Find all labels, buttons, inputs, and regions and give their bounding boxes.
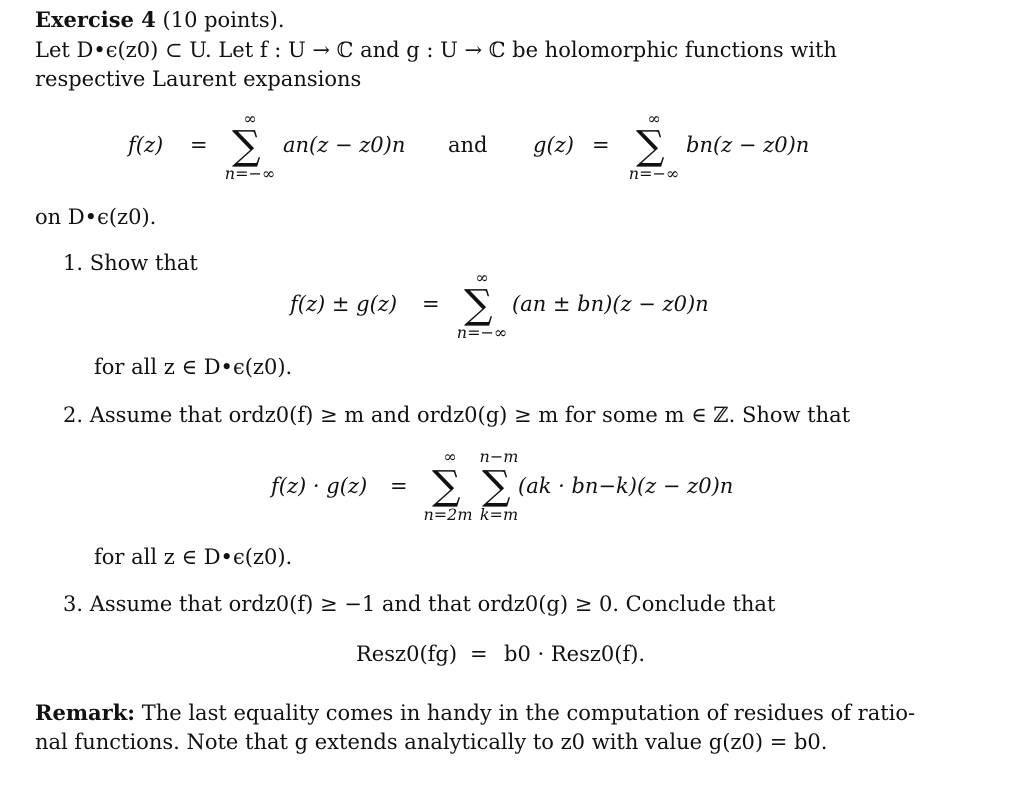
item-2-rhs: (ak · bn−k)(z − z0)n — [518, 474, 734, 498]
intro-line-2: respective Laurent expansions — [35, 67, 362, 91]
item-1 — [63, 249, 198, 277]
item-2 — [63, 401, 850, 429]
f-sum-top: ∞ — [243, 109, 257, 128]
g-lhs: g(z) — [533, 133, 574, 157]
intro-line-1: Let D•ϵ(z0) ⊂ U. Let f : U → ℂ and g : U → ℂ be holomorphic functions with — [35, 38, 837, 62]
item-1-number: 1. — [63, 251, 84, 275]
item-2-number: 2. — [63, 403, 84, 427]
f-term: an(z − z0)n — [283, 133, 406, 157]
item-2-sum1-symbol: ∑ — [432, 463, 461, 509]
remark-text-1: The last equality comes in handy in the computation of residues of ratio- — [141, 701, 916, 725]
item-3-rhs: b0 · Resz0(f). — [504, 642, 646, 666]
f-sum-symbol: ∑ — [232, 123, 261, 169]
item-2-lhs: f(z) · g(z) — [271, 474, 368, 498]
item-1-sum-symbol: ∑ — [464, 282, 493, 328]
item-2-sum2-bottom: k=m — [479, 505, 519, 524]
g-sum-top: ∞ — [647, 109, 661, 128]
exercise-title: Exercise 4 — [35, 7, 156, 32]
item-2-sum2-symbol: ∑ — [482, 463, 511, 509]
item-3-number: 3. — [63, 592, 84, 616]
item-1-text: Show that — [89, 251, 198, 275]
exercise-heading — [35, 6, 285, 34]
item-1-sum-top: ∞ — [475, 268, 489, 287]
item-3-text: Assume that ordz0(f) ≥ −1 and that ordz0(g) ≥ 0. Conclude that — [89, 592, 776, 616]
item-1-after: for all z ∈ D•ϵ(z0). — [94, 355, 293, 379]
g-term: bn(z − z0)n — [686, 133, 810, 157]
f-sum-bottom: n=−∞ — [224, 164, 276, 183]
remark-label: Remark: — [35, 700, 136, 725]
item-2-equals: = — [390, 474, 408, 498]
item-3-equals: = — [470, 642, 488, 666]
item-1-equals: = — [422, 292, 440, 316]
g-equals: = — [592, 133, 610, 157]
g-sum-bottom: n=−∞ — [628, 164, 680, 183]
item-1-sum-bottom: n=−∞ — [456, 323, 508, 342]
item-2-text: Assume that ordz0(f) ≥ m and ordz0(g) ≥ m for some m ∈ ℤ. Show that — [89, 403, 851, 427]
exercise-points: (10 points). — [162, 8, 285, 32]
item-1-rhs: (an ± bn)(z − z0)n — [512, 292, 709, 316]
f-lhs: f(z) — [128, 133, 164, 157]
on-domain-text: on D•ϵ(z0). — [35, 205, 157, 229]
f-equals: = — [190, 133, 208, 157]
item-2-sum1-top: ∞ — [443, 447, 457, 466]
item-2-sum2-top: n−m — [479, 447, 519, 466]
and-word: and — [448, 133, 488, 157]
remark-line-1 — [35, 699, 915, 727]
item-1-lhs: f(z) ± g(z) — [290, 292, 398, 316]
item-2-after: for all z ∈ D•ϵ(z0). — [94, 545, 293, 569]
item-2-sum1-bottom: n=2m — [423, 505, 473, 524]
item-3 — [63, 590, 775, 618]
remark-line-2: nal functions. Note that g extends analytically to z0 with value g(z0) = b0. — [35, 730, 828, 754]
item-3-lhs: Resz0(fg) — [356, 642, 458, 666]
g-sum-symbol: ∑ — [636, 123, 665, 169]
